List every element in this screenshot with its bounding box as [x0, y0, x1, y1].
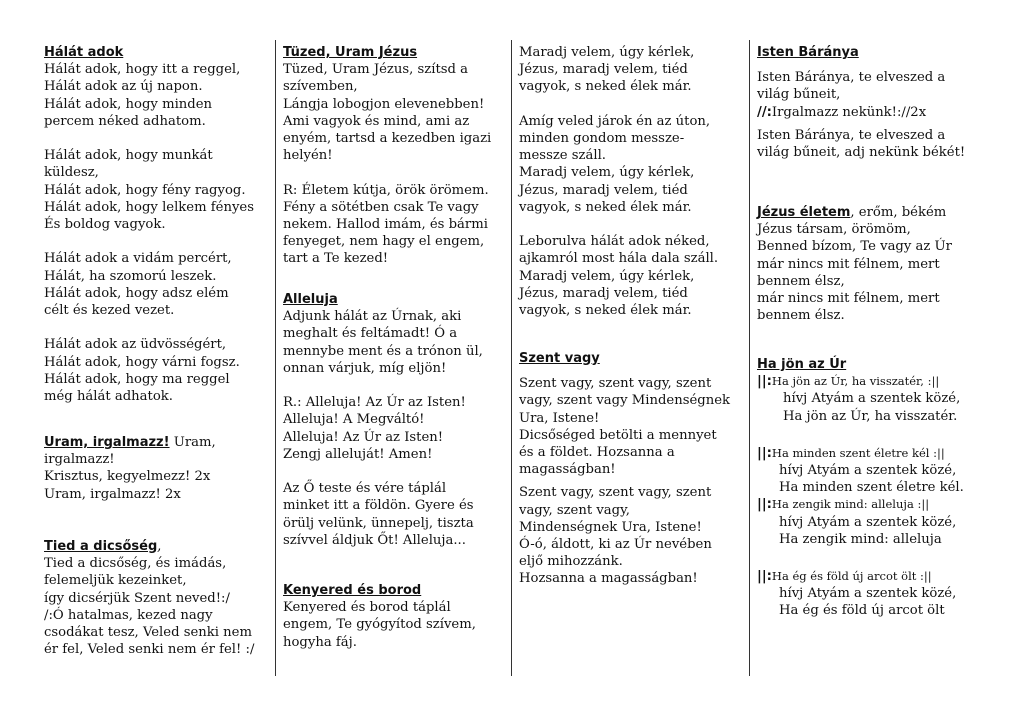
lyric-line: Ha zengik mind: alleluja: [779, 531, 942, 547]
lyric-line: Mindenségnek Ura, Istene!: [519, 519, 702, 535]
lyric-line: még hálát adhatok.: [44, 389, 173, 405]
lyric-line: örülj velünk, ünnepelj, tiszta: [283, 515, 474, 531]
lyric-line: hívj Atyám a szentek közé,: [783, 391, 961, 407]
song-title: Szent vagy: [519, 351, 600, 366]
lyric-line: És boldog vagyok.: [44, 217, 166, 233]
lyric-line: Hálát adok az új napon.: [44, 79, 203, 95]
lyric-line: [44, 130, 270, 147]
song-isten-baranya: [757, 44, 989, 161]
lyric-line: vagyok, s neked élek már.: [519, 79, 692, 95]
title-continuation: , erőm, békém: [850, 205, 947, 220]
lyric-line: Ó-ó, áldott, ki az Úr nevében: [519, 537, 712, 553]
lyric-line: Fény a sötétben csak Te vagy: [283, 199, 479, 215]
lyric-line: és a földet. Hozsanna a: [519, 445, 675, 461]
lyric-line: vagy, szent vagy Mindenségnek: [519, 393, 730, 409]
lyric-line: így dicsérjük Szent neved!:/: [44, 590, 230, 606]
lyric-line: mennybe ment és a trónon ül,: [283, 343, 483, 359]
repeat-mark: ||:: [757, 445, 772, 461]
repeat-mark: ||:: [757, 374, 772, 390]
lyric-line: tart a Te kezed!: [283, 251, 389, 267]
lyric-line: szívvel áldjuk Őt! Alleluja...: [283, 532, 466, 548]
lyric-line: Krisztus, kegyelmezz! 2x: [44, 469, 211, 485]
song-title: Alleluja: [283, 292, 338, 307]
song-lyrics: [44, 451, 270, 503]
song-maradj-velem: [519, 44, 745, 319]
song-jezus-eletem: [757, 204, 989, 324]
lyric-line: Maradj velem, úgy kérlek,: [519, 45, 695, 60]
lyric-line: Alleluja! A Megváltó!: [283, 412, 425, 428]
lyric-line: Ami vagyok és mind, ami az: [283, 113, 470, 129]
lyric-line: nekem. Hallod imám, és bármi: [283, 217, 488, 233]
lyric-line: világ bűneit,: [757, 87, 841, 103]
lyric-line: eljő mihozzánk.: [519, 554, 623, 570]
song-lyrics: [519, 44, 745, 319]
lyric-line: Ha ég és föld új arcot ölt: [779, 603, 945, 619]
lyric-line: Kenyered és borod táplál: [283, 600, 451, 616]
lyric-line: hívj Atyám a szentek közé,: [779, 586, 957, 602]
lyric-line: Hálát adok, hogy fény ragyog.: [44, 182, 246, 198]
lyric-line: [283, 463, 503, 480]
lyric-line: percem néked adhatom.: [44, 113, 206, 129]
song-lyrics: [519, 375, 745, 478]
lyric-line: [44, 319, 270, 336]
lyric-line: [519, 216, 745, 233]
song-title: Uram, irgalmazz!: [44, 435, 170, 450]
lyric-line: célt és kezed vezet.: [44, 303, 175, 319]
lyric-line: hogyha fáj.: [283, 634, 357, 650]
lyric-line: Hálát, ha szomorú leszek.: [44, 268, 217, 284]
song-alleluja: [283, 291, 503, 549]
lyric-line: Tied a dicsőség, és imádás,: [44, 556, 227, 572]
lyric-line: minden gondom messze-: [519, 131, 685, 147]
lyric-line: Ha minden szent életre kél.: [779, 480, 964, 496]
lyric-line: Dicsőséged betölti a mennyet: [519, 427, 717, 443]
song-lyrics: [44, 61, 270, 405]
lyric-line: Adjunk hálát az Úrnak, aki: [283, 309, 462, 325]
lyric-line: hívj Atyám a szentek közé,: [779, 514, 957, 530]
lyric-line: Zengj alleluját! Amen!: [283, 446, 433, 462]
lyric-line: vagy, szent vagy,: [519, 502, 630, 518]
song-lyrics: [283, 308, 503, 549]
lyric-line: Hálát adok, hogy itt a reggel,: [44, 62, 241, 78]
lyric-line: Isten Báránya, te elveszed a: [757, 127, 946, 143]
lyric-line: onnan várjuk, míg eljön!: [283, 360, 447, 376]
song-title: Jézus életem: [757, 205, 851, 220]
lyric-line: irgalmazz!: [44, 452, 115, 468]
song-title: Hálát adok: [44, 45, 124, 60]
lyric-line: magasságban!: [519, 462, 616, 478]
song-szent-vagy: [519, 350, 745, 588]
title-continuation: ,: [157, 539, 162, 554]
lyric-line: Jézus, maradj velem, tiéd: [519, 285, 688, 301]
lyric-line: Hálát adok, hogy minden: [44, 96, 213, 112]
lyric-line: vagyok, s neked élek már.: [519, 199, 692, 215]
lyric-line: R: Életem kútja, örök örömem.: [283, 182, 489, 198]
song-lyrics: [283, 599, 503, 651]
song-title: Isten Báránya: [757, 45, 859, 60]
song-tied-a-dicsoseg: [44, 538, 270, 658]
lyric-line: Maradj velem, úgy kérlek,: [519, 165, 695, 181]
lyric-line: Jézus, maradj velem, tiéd: [519, 182, 688, 198]
lyric-line: csodákat tesz, Veled senki nem: [44, 625, 252, 641]
lyric-line: Hálát adok, hogy lelkem fényes: [44, 199, 255, 215]
lyric-line: Isten Báránya, te elveszed a: [757, 70, 946, 86]
lyric-line: bennem élsz,: [757, 273, 845, 289]
column-divider: [275, 40, 276, 676]
lyric-line: hívj Atyám a szentek közé,: [779, 463, 957, 479]
lyric-line: Leborulva hálát adok néked,: [519, 234, 710, 250]
title-continuation: Uram,: [169, 435, 216, 450]
lyric-line: Ura, Istene!: [519, 410, 600, 426]
lyric-line: Tüzed, Uram Jézus, szítsd a: [283, 62, 469, 78]
lyric-line: messze száll.: [519, 148, 606, 164]
lyric-line: Szent vagy, szent vagy, szent: [519, 376, 712, 392]
lyric-line: Uram, irgalmazz! 2x: [44, 486, 181, 502]
lyric-line: Hálát adok, hogy adsz elém: [44, 285, 229, 301]
repeat-mark: ||:: [757, 569, 772, 585]
lyric-line: Lángja lobogjon elevenebben!: [283, 96, 485, 112]
lyric-line: Maradj velem, úgy kérlek,: [519, 268, 695, 284]
lyric-line: már nincs mit félnem, mert: [757, 256, 940, 272]
lyric-line: enyém, tartsd a kezedben igazi: [283, 131, 492, 147]
song-kenyered-es-borod: [283, 582, 503, 651]
lyric-line: meghalt és feltámadt! Ó a: [283, 326, 458, 342]
lyric-line: Hálát adok, hogy munkát: [44, 148, 213, 164]
lyric-line: Amíg veled járok én az úton,: [519, 113, 711, 129]
verse-head: Ha zengik mind: alleluja :||: [771, 497, 930, 512]
lyric-line: Szent vagy, szent vagy, szent: [519, 485, 712, 501]
song-halat-adok: [44, 44, 270, 405]
lyric-line: küldesz,: [44, 165, 99, 181]
column-divider: [749, 40, 750, 676]
lyric-line: minket itt a földön. Gyere és: [283, 498, 474, 514]
lyric-line: fenyeget, nem hagy el engem,: [283, 234, 485, 250]
lyric-line: [44, 233, 270, 250]
song-title: Kenyered és borod: [283, 583, 422, 598]
lyric-line: [283, 164, 503, 181]
song-ha-jon-az-ur: [757, 356, 989, 620]
song-uram-irgalmazz: [44, 434, 270, 503]
lyric-line: vagyok, s neked élek már.: [519, 303, 692, 319]
lyric-line: Alleluja! Az Úr az Isten!: [283, 429, 444, 445]
lyric-line: [283, 377, 503, 394]
lyric-line: Ha jön az Úr, ha visszatér.: [783, 408, 958, 424]
lyric-line: Jézus, maradj velem, tiéd: [519, 62, 688, 78]
song-title: Tüzed, Uram Jézus: [283, 45, 418, 60]
lyric-line: Hálát adok az üdvösségért,: [44, 337, 227, 353]
repeat-mark: ||:: [757, 497, 772, 513]
lyric-line: Hozsanna a magasságban!: [519, 571, 698, 587]
lyric-line: Benned bízom, Te vagy az Úr: [757, 239, 952, 255]
lyric-line: helyén!: [283, 148, 333, 164]
lyric-line: már nincs mit félnem, mert: [757, 291, 940, 307]
column-divider: [511, 40, 512, 676]
lyric-line: engem, Te gyógyítod szívem,: [283, 617, 476, 633]
lyric-line: Az Ő teste és vére táplál: [283, 481, 447, 497]
lyric-line: világ bűneit, adj nekünk békét!: [757, 145, 966, 161]
lyric-line: Hálát adok, hogy ma reggel: [44, 371, 230, 387]
repeat-mark: //:: [757, 104, 772, 120]
lyric-line: Hálát adok a vidám percért,: [44, 251, 232, 267]
verse-head: Ha jön az Úr, ha visszatér, :||: [771, 374, 940, 389]
song-lyrics: [757, 221, 989, 324]
lyric-line: Irgalmazz nekünk!://2x: [771, 104, 927, 120]
lyric-line: [519, 96, 745, 113]
song-lyrics: [283, 61, 503, 267]
song-title: Ha jön az Úr: [757, 357, 847, 372]
lyric-line: bennem élsz.: [757, 308, 845, 324]
song-lyrics: [44, 555, 270, 658]
lyric-line: felemeljük kezeinket,: [44, 573, 187, 589]
lyric-line: szívemben,: [283, 79, 358, 95]
song-lyrics: [519, 484, 745, 587]
lyric-line: Jézus társam, örömöm,: [757, 222, 911, 238]
verse-head: Ha ég és föld új arcot ölt :||: [771, 569, 932, 584]
lyric-line: /:Ó hatalmas, kezed nagy: [44, 607, 213, 623]
lyric-line: ajkamról most hála dala száll.: [519, 251, 719, 267]
verse-head: Ha minden szent életre kél :||: [771, 445, 945, 460]
song-title: Tied a dicsőség: [44, 539, 158, 554]
lyric-line: Hálát adok, hogy várni fogsz.: [44, 354, 240, 370]
song-tuzed-uram-jezus: [283, 44, 503, 268]
lyric-line: ér fel, Veled senki nem ér fel! :/: [44, 642, 255, 658]
lyric-line: R.: Alleluja! Az Úr az Isten!: [283, 395, 466, 411]
